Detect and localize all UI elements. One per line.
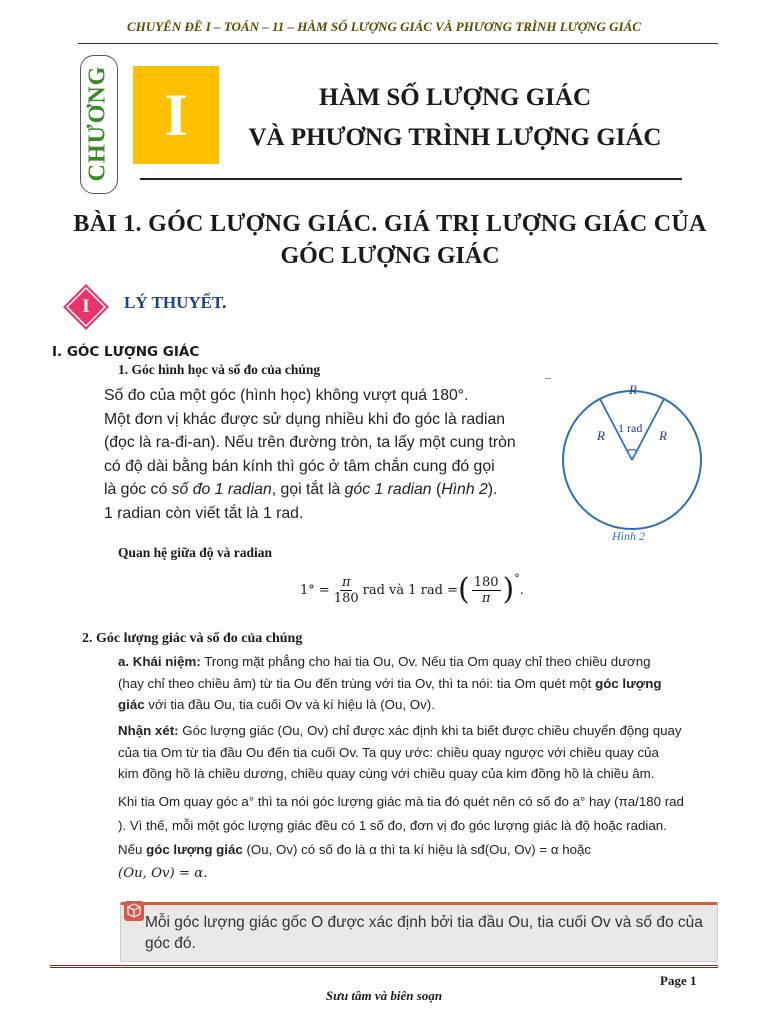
- key-note-line-1: Mỗi góc lượng giác gốc O được xác định bởi tia đầu Ou, tia cuối Ov và số đo của: [145, 914, 703, 931]
- formula-frac1-den: 180: [333, 590, 359, 606]
- formula-unit: rad và 1 rad =: [362, 582, 458, 598]
- formula-frac1-num: π: [341, 574, 351, 590]
- measure-line-2: ). Vì thế, mỗi một góc lượng giác đều có 1 số đo, đơn vị đo góc lượng giác là độ hoặc radian.: [118, 818, 667, 833]
- excerpt-mark: [545, 378, 551, 379]
- measure-line-3-bold: góc lượng giác: [146, 842, 243, 857]
- chapter-title-line2: VÀ PHƯƠNG TRÌNH LƯỢNG GIÁC: [248, 124, 662, 151]
- concept-line-3-bold: giác: [118, 697, 145, 712]
- remark-label: Nhận xét:: [118, 723, 179, 738]
- excerpt-line-5-f: Hình 2: [441, 481, 488, 498]
- measure-line-3: [118, 838, 713, 862]
- remark-line-3: kim đồng hồ là chiều dương, chiều quay cùng với chiều quay của kim đồng hồ là chiều âm.: [118, 766, 655, 781]
- section-heading: I. GÓC LƯỢNG GIÁC: [52, 344, 200, 360]
- footer-divider: [50, 965, 718, 968]
- formula-fraction-1: [332, 575, 361, 606]
- excerpt-line-5-e: (: [431, 481, 442, 498]
- excerpt-line-1: Số đo của một góc (hình học) không vượt quá 180°.: [104, 387, 469, 404]
- measure-line-3-b: (Ou, Ov) có số đo là α thì ta kí hiệu là sđ(Ou, Ov) = α hoặc: [242, 842, 592, 857]
- concept-line-2-bold: góc lượng: [591, 675, 662, 691]
- measure-paragraph: [118, 790, 713, 886]
- part-number: I: [82, 296, 90, 317]
- remark-line-1-rest: Góc lượng giác (Ou, Ov) chỉ được xác định khi ta biết được chiều chuyển động quay: [178, 723, 682, 738]
- concept-line-1: [118, 651, 713, 673]
- formula-frac2-num: 180: [473, 574, 499, 590]
- radian-circle-figure: [560, 380, 710, 550]
- formula-frac2-den: π: [481, 590, 491, 606]
- excerpt-line-5-g: ).: [487, 481, 498, 498]
- relation-heading: Quan hệ giữa độ và radian: [118, 545, 273, 560]
- chapter-title-line1: HÀM SỐ LƯỢNG GIÁC: [319, 84, 591, 111]
- concept-line-3: [118, 694, 713, 716]
- concept-paragraph: [118, 651, 713, 716]
- chapter-label: [80, 55, 116, 192]
- chapter-number: I: [164, 81, 188, 148]
- formula-paren-close: ): [502, 572, 515, 607]
- part-title: [124, 293, 226, 313]
- part-title-dot: .: [222, 293, 227, 312]
- excerpt-line-3: (đọc là ra-đi-an). Nếu trên đường tròn, ta lấy một cung tròn: [104, 434, 516, 451]
- footer-credit: Sưu tầm và biên soạn: [325, 988, 443, 1003]
- excerpt-line-5: [104, 478, 516, 502]
- concept-line-2-text: (hay chỉ theo chiều âm) từ tia Ou đến trùng với tia Ov, thì ta nói: tia Om quét một: [118, 675, 592, 691]
- formula-fraction-2: [472, 575, 501, 606]
- chapter-title-underline: [140, 178, 682, 180]
- excerpt-line-2: Một đơn vị khác được sử dụng nhiều khi đo góc là radian: [104, 410, 506, 428]
- key-note-text: [145, 912, 705, 954]
- remark-line-2: của tia Om từ tia đầu Ou đến tia cuối Ov. Ta quy ước: chiều quay ngược với chiều quay của: [118, 744, 659, 760]
- concept-line-1-rest: Trong mặt phẳng cho hai tia Ou, Ov. Nếu tia Om quay chỉ theo chiều dương: [200, 654, 651, 669]
- subsection-heading-2: 2. Góc lượng giác và số đo của chúng: [82, 631, 303, 646]
- remark-line-1: [118, 720, 713, 742]
- excerpt-line-4: có độ dài bằng bán kính thì góc ở tâm chắn cung đó gọi: [104, 457, 495, 475]
- textbook-excerpt: [104, 384, 516, 525]
- formula-end: .: [519, 582, 524, 598]
- figure-label-r-left: R: [597, 428, 605, 443]
- formula-paren-open: (: [458, 572, 470, 607]
- part-title-text: LÝ THUYẾT: [124, 293, 223, 312]
- subsection-heading-1: 1. Góc hình học và số đo của chúng: [118, 362, 321, 377]
- page-number: Page 1: [660, 973, 697, 988]
- figure-caption: Hình 2: [612, 529, 645, 543]
- cube-icon: [123, 900, 145, 922]
- measure-line-3-a: Nếu: [118, 842, 147, 857]
- excerpt-line-5-c: , gọi tắt là: [271, 481, 345, 498]
- lesson-title-line2: GÓC LƯỢNG GIÁC: [280, 243, 500, 269]
- key-note-line-2: góc đó.: [145, 935, 196, 952]
- excerpt-line-6: 1 radian còn viết tắt là 1 rad.: [104, 504, 304, 522]
- excerpt-line-5-d: góc 1 radian: [344, 481, 432, 498]
- degree-radian-formula: [300, 570, 524, 610]
- figure-label-r-right: R: [659, 428, 667, 443]
- page-header: CHUYÊN ĐỀ I – TOÁN – 11 – HÀM SỐ LƯỢNG GIÁC VÀ PHƯƠNG TRÌNH LƯỢNG GIÁC: [127, 19, 641, 34]
- chapter-label-text: CHƯƠNG: [84, 65, 111, 182]
- concept-label: a. Khái niệm:: [118, 654, 201, 669]
- concept-line-3-rest: với tia đầu Ou, tia cuối Ov và kí hiệu là (Ou, Ov).: [144, 697, 435, 712]
- header-divider: [78, 43, 718, 44]
- excerpt-line-5-b: số đo 1 radian: [171, 481, 272, 498]
- measure-line-1: Khi tia Om quay góc a° thì ta nói góc lượng giác mà tia đó quét nên có số đo a° hay (πa/180 rad: [118, 794, 684, 809]
- chapter-number-box: [133, 66, 219, 164]
- lesson-title-line1: BÀI 1. GÓC LƯỢNG GIÁC. GIÁ TRỊ LƯỢNG GIÁC CỦA: [73, 211, 707, 237]
- figure-label-angle: 1 rad: [618, 421, 643, 435]
- formula-lhs: 1° =: [300, 582, 330, 598]
- remark-paragraph: [118, 720, 713, 785]
- concept-line-2: [118, 673, 713, 695]
- excerpt-line-5-a: là góc có: [104, 481, 172, 498]
- formula-power: °: [514, 572, 520, 585]
- figure-label-r-top: R: [629, 382, 637, 397]
- measure-line-4: (Ou, Ov) = α.: [118, 866, 208, 881]
